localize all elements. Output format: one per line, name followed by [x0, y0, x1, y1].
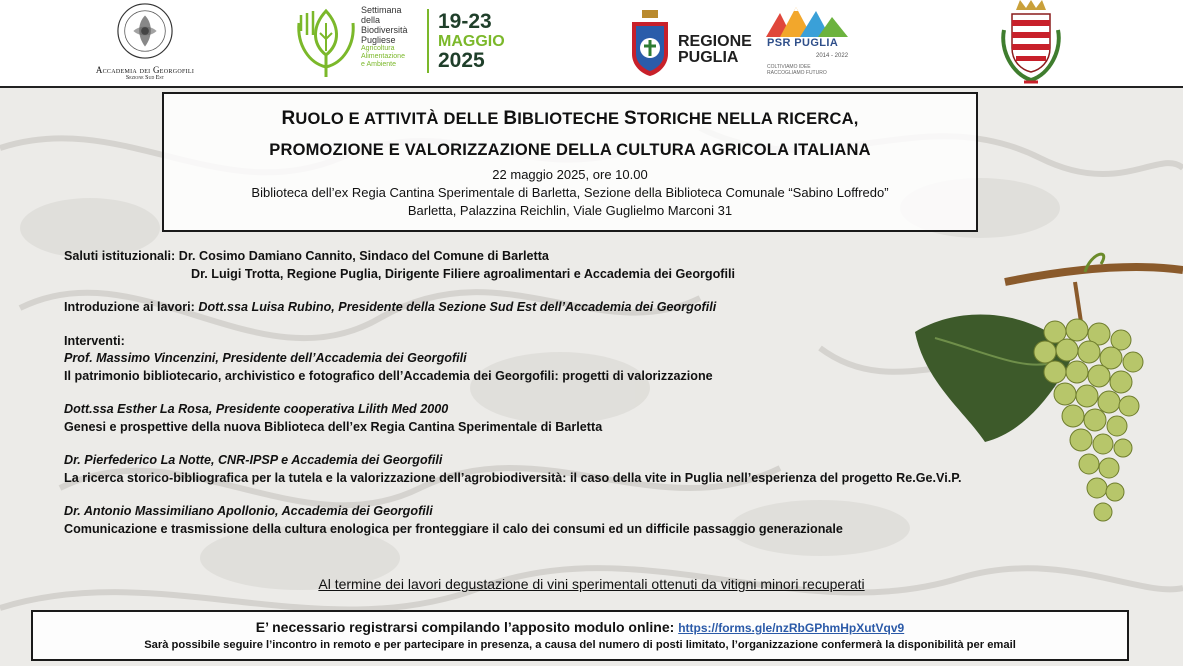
- settimana-year: 2025: [438, 49, 485, 72]
- closing-note: Al termine dei lavori degustazione di vini sperimentali ottenuti da vitigni minori recuperati: [318, 576, 865, 592]
- registration-text: E’ necessario registrarsi compilando l’apposito modulo online:: [255, 619, 675, 635]
- registration-note: Sarà possibile seguire l’incontro in remoto e per partecipare in presenza, a causa del numero di posti limitato, l’organizzazione confermerà la disponibilità per email: [144, 639, 1016, 651]
- intro-speaker: Dott.ssa Luisa Rubino, Presidente della Sezione Sud Est dell’Accademia dei Georgofili: [198, 300, 717, 314]
- barletta-coat-of-arms-icon: [998, 0, 1064, 84]
- psr-title: PSR PUGLIA: [767, 37, 839, 49]
- title-cap: R: [281, 108, 296, 129]
- regione-line: PUGLIA: [678, 49, 739, 66]
- talk-topic: Comunicazione e trasmissione della cultura enologica per fronteggiare il calo dei consumi ed un difficile passaggio generazionale: [64, 521, 843, 536]
- event-venue: Biblioteca dell’ex Regia Cantina Sperimentale di Barletta, Sezione della Biblioteca Comunale “Sabino Loffredo”: [251, 185, 889, 200]
- regione-puglia-logo: [628, 10, 758, 80]
- psr-mountains-icon: [766, 3, 848, 37]
- regione-text: [678, 34, 752, 66]
- event-date: 22 maggio 2025, ore 10.00: [492, 167, 648, 182]
- psr-motto-line: COLTIVIAMO IDEE: [767, 64, 811, 70]
- settimana-dates: [438, 11, 505, 72]
- registration-box: [31, 610, 1129, 661]
- settimana-days: 19-23: [438, 10, 492, 33]
- intro-label: Introduzione ai lavori:: [64, 300, 195, 314]
- title-cap: S: [623, 108, 637, 129]
- regione-crest-icon: [628, 10, 672, 78]
- talk-speaker: Dr. Antonio Massimiliano Apollonio, Accademia dei Georgofili: [64, 504, 433, 518]
- title-part: TORICHE NELLA RICERCA,: [636, 110, 859, 128]
- title-cap: B: [503, 108, 518, 129]
- talk-speaker: Dr. Pierfederico La Notte, CNR-IPSP e Accademia dei Georgofili: [64, 453, 443, 467]
- settimana-line: Agricoltura: [361, 45, 395, 52]
- talk-speaker: Dott.ssa Esther La Rosa, Presidente cooperativa Lilith Med 2000: [64, 402, 449, 416]
- psr-puglia-logo: [764, 3, 850, 83]
- georgofili-section: Sezione Sud Est: [125, 75, 165, 81]
- saluti-speaker: Dr. Cosimo Damiano Cannito, Sindaco del Comune di Barletta: [178, 249, 549, 263]
- talk-speaker: Prof. Massimo Vincenzini, Presidente dell’Accademia dei Georgofili: [64, 351, 467, 365]
- georgofili-seal-icon: [116, 2, 174, 60]
- settimana-line: Settimana: [361, 5, 402, 15]
- settimana-divider: [427, 9, 429, 73]
- title-part: UOLO E ATTIVITÀ DELLE: [295, 110, 504, 128]
- event-address: Barletta, Palazzina Reichlin, Viale Guglielmo Marconi 31: [407, 203, 733, 218]
- psr-motto: [767, 64, 827, 76]
- georgofili-name: Accademia dei Georgofili: [95, 65, 195, 75]
- settimana-text: [361, 5, 408, 69]
- settimana-line: Alimentazione: [361, 53, 405, 60]
- regione-line: REGIONE: [678, 33, 752, 50]
- event-title-line-1: [164, 108, 976, 130]
- settimana-line: Biodiversità: [361, 25, 408, 35]
- settimana-line: della: [361, 15, 381, 25]
- talk-topic: La ricerca storico-bibliografica per la tutela e la valorizzazione dell’agrobiodiversità: il caso della vite in Puglia nell’esperienza del progetto Re.Ge.Vi.P.: [64, 470, 962, 485]
- settimana-month: MAGGIO: [438, 33, 505, 50]
- main-content: [0, 88, 1183, 666]
- title-part: IBLIOTECHE: [517, 110, 624, 128]
- settimana-line: Pugliese: [361, 35, 396, 45]
- header-logos: [0, 0, 1183, 86]
- settimana-line: e Ambiente: [361, 61, 397, 68]
- saluti-speaker: Dr. Luigi Trotta, Regione Puglia, Dirigente Filiere agroalimentari e Accademia dei Georgofili: [191, 266, 735, 281]
- leaf-wheat-icon: [293, 5, 359, 79]
- talk-topic: Il patrimonio bibliotecario, archivistico e fotografico dell’Accademia dei Georgofili: progetti di valorizzazione: [64, 368, 713, 383]
- grape-bunch-icon: [905, 242, 1183, 542]
- psr-years: 2014 - 2022: [816, 53, 849, 59]
- interventi-label: Interventi:: [64, 333, 125, 348]
- event-title-box: [162, 92, 978, 232]
- talk-topic: Genesi e prospettive della nuova Biblioteca dell’ex Regia Cantina Sperimentale di Barletta: [64, 419, 603, 434]
- event-title-line-2: PROMOZIONE E VALORIZZAZIONE DELLA CULTURA AGRICOLA ITALIANA: [269, 141, 871, 159]
- georgofili-logo: [80, 2, 210, 81]
- saluti-label: Saluti istituzionali:: [64, 249, 176, 263]
- registration-link[interactable]: https://forms.gle/nzRbGPhmHpXutVqv9: [678, 621, 905, 635]
- psr-motto-line: RACCOGLIAMO FUTURO: [767, 70, 827, 76]
- registration-line: [33, 619, 1127, 635]
- settimana-biodiversita-logo: [293, 5, 508, 80]
